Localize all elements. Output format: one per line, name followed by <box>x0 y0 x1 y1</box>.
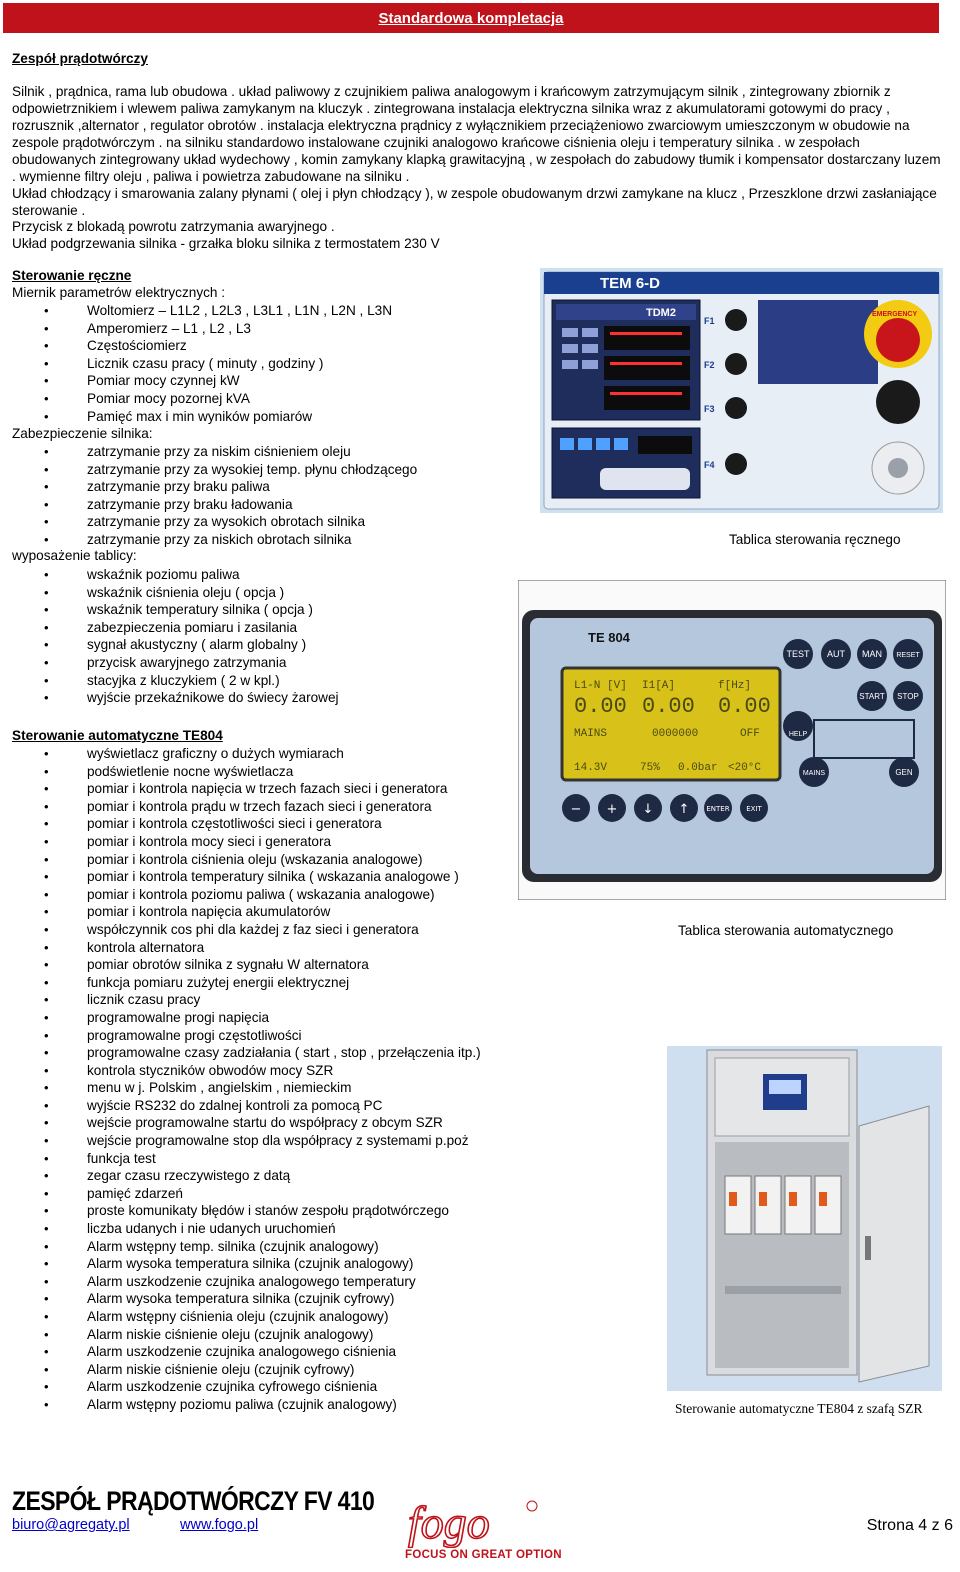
auto-feature-item: • programowalne progi napięcia <box>44 1009 481 1027</box>
meter-list <box>44 302 392 425</box>
te804-man-button: MAN <box>862 649 882 659</box>
header-banner <box>3 3 939 33</box>
auto-feature-item: • Alarm wysoka temperatura silnika (czujnik cyfrowy) <box>44 1290 481 1308</box>
auto-feature-item: • pomiar i kontrola mocy sieci i generatora <box>44 833 481 851</box>
auto-feature-item: • wyświetlacz graficzny o dużych wymiarach <box>44 745 481 763</box>
protection-list-item: • zatrzymanie przy braku paliwa <box>44 478 417 496</box>
equipment-heading: wyposażenie tablicy: <box>12 548 137 563</box>
auto-feature-item: • Alarm wstępny ciśnienia oleju (czujnik analogowy) <box>44 1308 481 1326</box>
auto-feature-item: • kontrola alternatora <box>44 939 481 957</box>
fuse-f2-label: F2 <box>704 360 715 370</box>
auto-feature-item: • Alarm uszkodzenie czujnika cyfrowego ciśnienia <box>44 1378 481 1396</box>
auto-feature-item: • pomiar i kontrola prądu w trzech fazach sieci i generatora <box>44 798 481 816</box>
meter-list-item: • Pomiar mocy pozornej kVA <box>44 390 392 408</box>
logo-wordmark: fogo <box>408 1498 490 1548</box>
auto-feature-item: • pomiar i kontrola ciśnienia oleju (wskazania analogowe) <box>44 851 481 869</box>
auto-feature-item: • wejście programowalne startu do współpracy z obcym SZR <box>44 1114 481 1132</box>
auto-feature-item: • pomiar i kontrola częstotliwości sieci i generatora <box>44 815 481 833</box>
te804-aut-button: AUT <box>827 649 845 659</box>
equipment-list-item: • wskaźnik ciśnienia oleju ( opcja ) <box>44 584 339 602</box>
auto-feature-item: • funkcja test <box>44 1150 481 1168</box>
fuse-f1-label: F1 <box>704 316 715 326</box>
auto-feature-item: • proste komunikaty błędów i stanów zespołu prądotwórczego <box>44 1202 481 1220</box>
footer-product-title: ZESPÓŁ PRĄDOTWÓRCZY FV 410 <box>12 1486 375 1516</box>
meter-list-item: • Pomiar mocy czynnej kW <box>44 372 392 390</box>
equipment-list-item: • stacyjka z kluczykiem ( 2 w kpl.) <box>44 672 339 690</box>
manual-photo-caption: Tablica sterowania ręcznego <box>729 532 901 547</box>
te804-test-button: TEST <box>786 649 810 659</box>
auto-feature-item: • menu w j. Polskim , angielskim , niemieckim <box>44 1079 481 1097</box>
protection-list-item: • zatrzymanie przy za niskich obrotach silnika <box>44 531 417 549</box>
intro-paragraph-3: Przycisk z blokadą powrotu zatrzymania awaryjnego . <box>12 219 335 234</box>
protection-list-item: • zatrzymanie przy za niskim ciśnieniem oleju <box>44 443 417 461</box>
intro-paragraph-4: Układ podgrzewania silnika - grzałka bloku silnika z termostatem 230 V <box>12 236 440 251</box>
lcd-row3-1: 14.3V <box>574 762 608 774</box>
auto-feature-item: • programowalne progi częstotliwości <box>44 1027 481 1045</box>
footer-website-link[interactable]: www.fogo.pl <box>180 1517 259 1533</box>
auto-feature-item: • pomiar i kontrola temperatury silnika ( wskazania analogowe ) <box>44 868 481 886</box>
meter-list-item: • Pamięć max i min wyników pomiarów <box>44 408 392 426</box>
equipment-list-item: • sygnał akustyczny ( alarm globalny ) <box>44 636 339 654</box>
auto-feature-item: • funkcja pomiaru zużytej energii elektrycznej <box>44 974 481 992</box>
meter-list-item: • Częstościomierz <box>44 337 392 355</box>
panel-module-label: TDM2 <box>646 307 676 319</box>
meter-list-item: • Amperomierz – L1 , L2 , L3 <box>44 320 392 338</box>
auto-feature-item: • licznik czasu pracy <box>44 991 481 1009</box>
lcd-header-2: I1[A] <box>642 680 676 692</box>
logo-tagline: FOCUS ON GREAT OPTION <box>405 1549 562 1561</box>
equipment-list-item: • zabezpieczenia pomiaru i zasilania <box>44 619 339 637</box>
lcd-row2-3: OFF <box>740 728 760 740</box>
cabinet-caption: Sterowanie automatyczne TE804 z szafą SZR <box>675 1401 923 1416</box>
auto-feature-item: • pomiar i kontrola poziomu paliwa ( wskazania analogowe) <box>44 886 481 904</box>
te804-plus-button: + <box>606 802 618 817</box>
lcd-value-2: 0.00 <box>642 694 695 719</box>
panel-model-label: TEM 6-D <box>600 275 660 292</box>
te804-start-button: START <box>859 692 885 701</box>
fuse-f3-label: F3 <box>704 404 715 414</box>
intro-paragraph-1: Silnik , prądnica, rama lub obudowa . układ paliwowy z czujnikiem paliwa analogowym i krańcowym zatrzymującym silnik , zintegrowany zbiornik z odpowietrznikiem i wlewem paliwa zamykanym na kluczyk . zintegrowana instalacja elektryczna silnika wraz z akumulatorami gotowymi do pracy , rozrusznik ,alternator , regulator obrotów . instalacja elektryczna prądnicy z wyłącznikiem przeciążeniowo zwarciowym umieszczonym w obudowie na zespole prądotwórczym . na silniku standardowo instalowane czujniki analogowo krańcowe ciśnienia oleju i temperatury silnika . w zespołach obudowanych zintegrowany układ wydechowy , komin zamykany klapką grawitacyjną , w zespołach do zabudowy tłumik i kompensator dostarczany luzem . wymienne filtry oleju , paliwa i powietrza zabudowane na silniku . <box>12 84 941 184</box>
meter-list-item: • Licznik czasu pracy ( minuty , godziny ) <box>44 355 392 373</box>
te804-up-button: ↑ <box>678 802 690 817</box>
te804-reset-button: RESET <box>896 652 920 659</box>
lcd-header-3: f[Hz] <box>718 680 752 692</box>
lcd-value-3: 0.00 <box>718 694 771 719</box>
lcd-header-1: L1-N [V] <box>574 680 627 692</box>
auto-feature-item: • wyjście RS232 do zdalnej kontroli za pomocą PC <box>44 1097 481 1115</box>
banner-title: Standardowa kompletacja <box>378 10 564 27</box>
protection-list-item: • zatrzymanie przy za wysokich obrotach silnika <box>44 513 417 531</box>
szr-cabinet-photo <box>667 1046 942 1391</box>
protection-list-item: • zatrzymanie przy braku ładowania <box>44 496 417 514</box>
te804-mains-button: MAINS <box>802 770 826 777</box>
manual-title: Sterowanie ręczne <box>12 268 132 283</box>
auto-feature-item: • Alarm uszkodzenie czujnika analogowego temperatury <box>44 1273 481 1291</box>
auto-feature-item: • wejście programowalne stop dla współpracy z systemami p.poż <box>44 1132 481 1150</box>
auto-feature-item: • Alarm uszkodzenie czujnika analogowego ciśnienia <box>44 1343 481 1361</box>
auto-feature-item: • liczba udanych i nie udanych uruchomień <box>44 1220 481 1238</box>
meter-heading: Miernik parametrów elektrycznych : <box>12 285 226 300</box>
auto-feature-item: • Alarm wstępny poziomu paliwa (czujnik analogowy) <box>44 1396 481 1414</box>
page-number: Strona 4 z 6 <box>866 1517 953 1534</box>
auto-feature-list <box>44 745 481 1414</box>
auto-feature-item: • pamięć zdarzeń <box>44 1185 481 1203</box>
te804-model-label: TE 804 <box>588 630 630 645</box>
auto-feature-item: • pomiar i kontrola napięcia w trzech fazach sieci i generatora <box>44 780 481 798</box>
auto-feature-item: • pomiar i kontrola napięcia akumulatorów <box>44 903 481 921</box>
te804-minus-button: − <box>570 802 582 817</box>
te804-enter-button: ENTER <box>706 805 730 813</box>
auto-feature-item: • podświetlenie nocne wyświetlacza <box>44 763 481 781</box>
auto-photo-caption: Tablica sterowania automatycznego <box>678 923 894 938</box>
footer-email-link[interactable]: biuro@agregaty.pl <box>12 1517 130 1533</box>
intro-title: Zespół prądotwórczy <box>12 51 148 66</box>
protection-list <box>44 443 417 549</box>
auto-feature-item: • współczynnik cos phi dla każdej z faz sieci i generatora <box>44 921 481 939</box>
lcd-row3-2: 75% <box>640 762 660 774</box>
auto-feature-item: • Alarm niskie ciśnienie oleju (czujnik analogowy) <box>44 1326 481 1344</box>
te804-gen-button: GEN <box>895 768 913 777</box>
lcd-row2-2: 0000000 <box>652 728 699 740</box>
equipment-list-item: • wskaźnik temperatury silnika ( opcja ) <box>44 601 339 619</box>
meter-list-item: • Woltomierz – L1L2 , L2L3 , L3L1 , L1N , L2N , L3N <box>44 302 392 320</box>
auto-title: Sterowanie automatyczne TE804 <box>12 728 223 743</box>
te804-down-button: ↓ <box>642 802 654 817</box>
lcd-row2-1: MAINS <box>574 728 608 740</box>
auto-feature-item: • pomiar obrotów silnika z sygnału W alternatora <box>44 956 481 974</box>
equipment-list <box>44 566 339 707</box>
auto-feature-item: • Alarm wysoka temperatura silnika (czujnik analogowy) <box>44 1255 481 1273</box>
lcd-row3-4: <20°C <box>728 762 762 774</box>
equipment-list-item: • wskaźnik poziomu paliwa <box>44 566 339 584</box>
auto-feature-item: • Alarm wstępny temp. silnika (czujnik analogowy) <box>44 1238 481 1256</box>
te804-stop-button: STOP <box>897 692 919 701</box>
manual-panel-photo <box>540 268 943 513</box>
equipment-list-item: • przycisk awaryjnego zatrzymania <box>44 654 339 672</box>
protection-heading: Zabezpieczenie silnika: <box>12 426 153 441</box>
lcd-row3-3: 0.0bar <box>678 762 718 774</box>
fogo-logo <box>404 1498 544 1548</box>
equipment-list-item: • wyjście przekaźnikowe do świecy żarowej <box>44 689 339 707</box>
auto-feature-item: • zegar czasu rzeczywistego z datą <box>44 1167 481 1185</box>
auto-feature-item: • programowalne czasy zadziałania ( start , stop , przełączenia itp.) <box>44 1044 481 1062</box>
auto-feature-item: • Alarm niskie ciśnienie oleju (czujnik cyfrowy) <box>44 1361 481 1379</box>
te804-help-button: HELP <box>788 731 808 738</box>
intro-paragraph-2: Układ chłodzący i smarowania zalany płynami ( olej i płyn chłodzący ), w zespole obudowanym drzwi zamykane na klucz , Przeszklone drzwi zasłaniające sterowanie . <box>12 186 937 218</box>
emergency-label: EMERGENCY <box>872 311 918 318</box>
te804-exit-button: EXIT <box>746 805 762 813</box>
protection-list-item: • zatrzymanie przy za wysokiej temp. płynu chłodzącego <box>44 461 417 479</box>
lcd-value-1: 0.00 <box>574 694 627 719</box>
fuse-f4-label: F4 <box>704 460 715 470</box>
auto-panel-photo <box>518 580 946 900</box>
auto-feature-item: • kontrola styczników obwodów mocy SZR <box>44 1062 481 1080</box>
